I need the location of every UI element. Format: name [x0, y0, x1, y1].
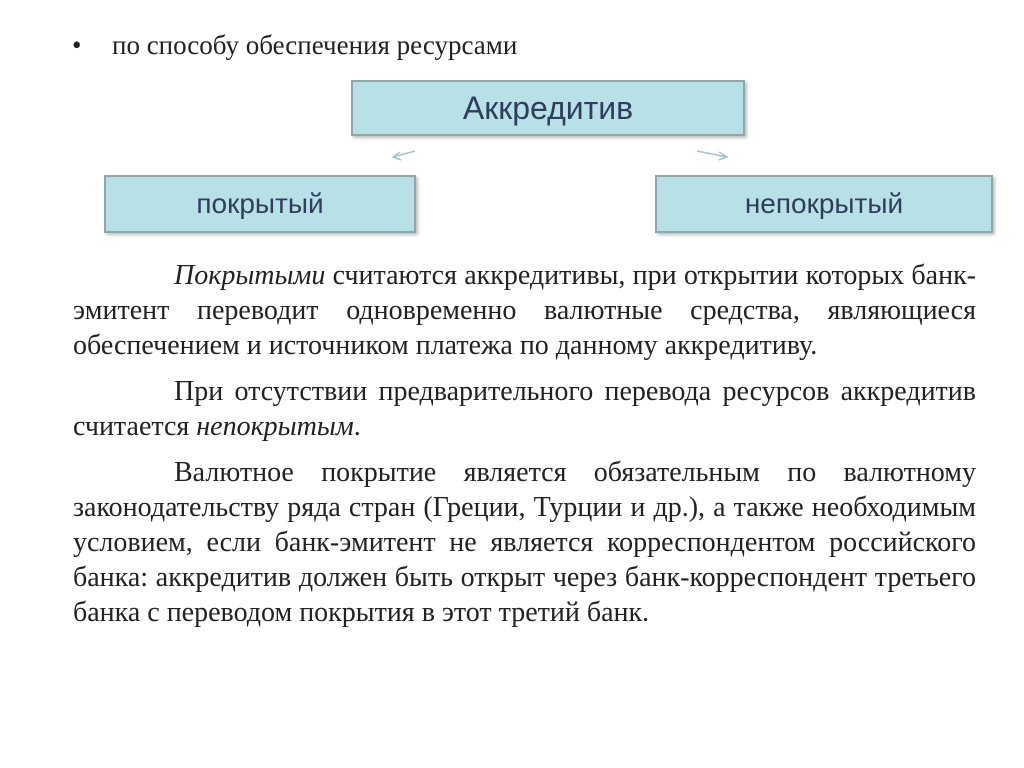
- diagram-left-box: [104, 175, 416, 233]
- diagram-left-label: покрытый: [196, 188, 324, 219]
- paragraph-covered: [73, 258, 976, 363]
- paragraph-currency-cover: Валютное покрытие является обязательным по валютному законодательству ряда стран (Греции, Турции и др.), а также необходимым условием, если банк-эмитент не является корреспондентом российского банка: аккредитив должен быть открыт через банк-корреспондент третьего банка с переводом покрытия в этот третий банк.: [73, 457, 976, 628]
- body-text: [73, 258, 976, 641]
- paragraph-covered-text: считаются аккредитивы, при открытии которых банк-эмитент переводит одновременно валютные средства, являющиеся обеспечением и источником платежа по данному аккредитиву.: [73, 260, 976, 361]
- term-uncovered: непокрытым: [196, 411, 354, 442]
- diagram-right-box: [655, 175, 993, 233]
- bullet-point: •: [72, 30, 82, 60]
- term-covered: Покрытыми: [174, 260, 326, 291]
- paragraph-uncovered-start: При отсутствии предварительного перевода ресурсов аккредитив считается: [73, 376, 976, 442]
- diagram-root-label: Аккредитив: [462, 89, 634, 126]
- paragraph-uncovered-end: .: [353, 411, 361, 442]
- bullet-heading-text: по способу обеспечения ресурсами: [112, 30, 518, 60]
- diagram-right-label: непокрытый: [744, 188, 904, 219]
- paragraph-uncovered: [73, 374, 976, 444]
